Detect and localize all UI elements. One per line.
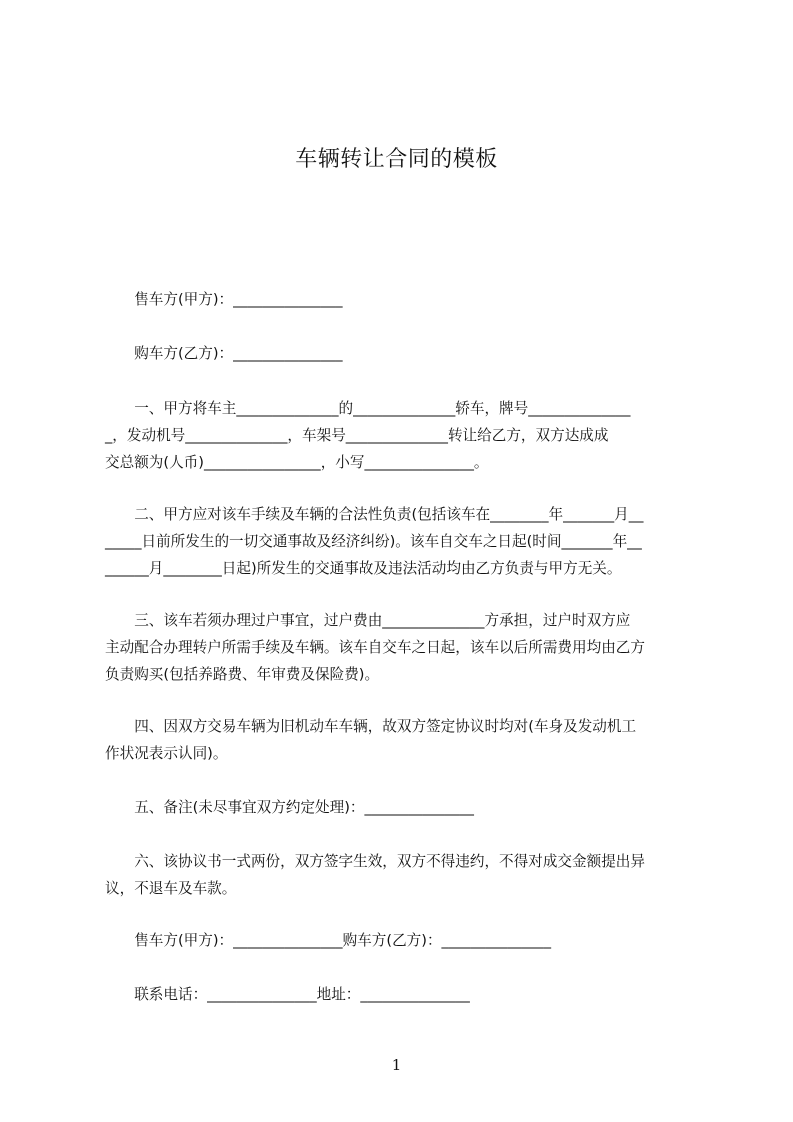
buyer-line: 购车方(乙方)：_______________ (105, 345, 343, 362)
clause-1-line-2: _，发动机号______________，车架号______________转让给乙方，双方达成成 (105, 427, 609, 444)
clause-1-line-3: 交总额为(人币)________________，小写_______________。 (105, 454, 489, 471)
clause-6-line-1: 六、该协议书一式两份，双方签字生效，双方不得违约，不得对成交金额提出异 (105, 853, 645, 870)
signature-line: 售车方(甲方)：_______________购车方(乙方)：_______________ (105, 932, 551, 949)
page-number: 1 (391, 1056, 402, 1074)
seller-line: 售车方(甲方)：_______________ (105, 291, 343, 308)
clause-2-line-2: _____日前所发生的一切交通事故及经济纠纷)。该车自交车之日起(时间_______年__ (105, 533, 642, 550)
clause-2-line-3: ______月________日起)所发生的交通事故及违法活动均由乙方负责与甲方无关。 (105, 560, 622, 577)
clause-3-line-1: 三、该车若须办理过户事宜，过户费由______________方承担，过户时双方应 (105, 612, 631, 629)
clause-2-line-1: 二、甲方应对该车手续及车辆的合法性负责(包括该车在________年_______月__ (105, 506, 644, 523)
clause-4-line-1: 四、因双方交易车辆为旧机动车车辆，故双方签定协议时均对(车身及发动机工 (105, 718, 637, 735)
clause-5-line: 五、备注(未尽事宜双方约定处理)：_______________ (105, 799, 474, 816)
clause-4-line-2: 作状况表示认同)。 (105, 745, 228, 762)
clause-1-line-1: 一、甲方将车主______________的______________轿车，牌号______________ (105, 400, 631, 417)
clause-3-line-3: 负责购买(包括养路费、年审费及保险费)。 (105, 666, 380, 683)
clause-3-line-2: 主动配合办理转户所需手续及车辆。该车自交车之日起，该车以后所需费用均由乙方 (105, 639, 645, 656)
document-title: 车辆转让合同的模板 (295, 147, 498, 172)
contact-line: 联系电话：_______________地址：_______________ (105, 986, 470, 1003)
clause-6-line-2: 议，不退车及车款。 (105, 880, 237, 897)
